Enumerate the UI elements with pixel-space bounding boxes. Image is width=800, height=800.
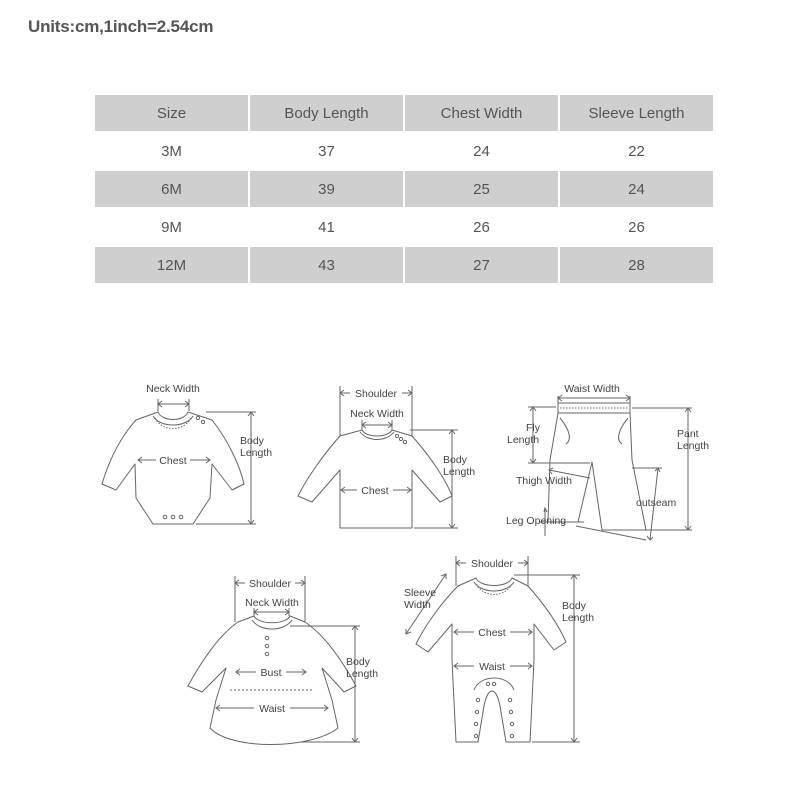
label-fly-length-2: Length bbox=[507, 434, 540, 446]
label-leg-opening: Leg Opening bbox=[506, 515, 567, 527]
label-shoulder: Shoulder bbox=[248, 578, 292, 590]
cell-body-length: 37 bbox=[250, 133, 403, 169]
label-fly-length-1: Fly bbox=[526, 422, 540, 434]
cell-sleeve-length: 26 bbox=[560, 209, 713, 245]
label-neck-width: Neck Width bbox=[350, 408, 404, 420]
label-chest: Chest bbox=[159, 455, 187, 467]
cell-sleeve-length: 24 bbox=[560, 171, 713, 207]
cell-body-length: 41 bbox=[250, 209, 403, 245]
label-neck-width: Neck Width bbox=[146, 383, 200, 395]
label-waist: Waist bbox=[259, 703, 285, 715]
header-body-length: Body Length bbox=[250, 95, 403, 131]
units-note: Units:cm,1inch=2.54cm bbox=[28, 17, 214, 36]
label-shoulder: Shoulder bbox=[470, 558, 514, 570]
label-body-length-1: Body bbox=[346, 656, 370, 668]
shirt-outline bbox=[298, 430, 452, 528]
label-waist-width: Waist Width bbox=[564, 383, 620, 395]
dress-diagram bbox=[188, 576, 378, 745]
label-body-length-2: Length bbox=[240, 447, 273, 459]
header-chest-width: Chest Width bbox=[405, 95, 558, 131]
pants-outline bbox=[548, 413, 646, 530]
cell-size: 12M bbox=[95, 247, 248, 283]
cell-sleeve-length: 28 bbox=[560, 247, 713, 283]
label-pant-length-2: Length bbox=[677, 440, 710, 452]
cell-size: 9M bbox=[95, 209, 248, 245]
label-pant-length-1: Pant bbox=[677, 428, 699, 440]
cell-sleeve-length: 22 bbox=[560, 133, 713, 169]
label-body-length-1: Body bbox=[240, 435, 264, 447]
cell-body-length: 39 bbox=[250, 171, 403, 207]
label-neck-width: Neck Width bbox=[245, 597, 299, 609]
cell-chest-width: 25 bbox=[405, 171, 558, 207]
shirt-diagram bbox=[298, 386, 475, 528]
label-thigh-width: Thigh Width bbox=[516, 475, 573, 487]
cell-chest-width: 26 bbox=[405, 209, 558, 245]
label-body-length-1: Body bbox=[443, 454, 467, 466]
header-size: Size bbox=[95, 95, 248, 131]
label-outseam: outseam bbox=[636, 497, 677, 509]
header-sleeve-length: Sleeve Length bbox=[560, 95, 713, 131]
label-body-length-1: Body bbox=[562, 600, 586, 612]
label-sleeve-width-1: Sleeve bbox=[404, 587, 437, 599]
cell-body-length: 43 bbox=[250, 247, 403, 283]
label-body-length-2: Length bbox=[346, 668, 379, 680]
cell-chest-width: 24 bbox=[405, 133, 558, 169]
cell-chest-width: 27 bbox=[405, 247, 558, 283]
label-chest: Chest bbox=[478, 627, 506, 639]
label-sleeve-width-2: Width bbox=[404, 599, 431, 611]
label-body-length-2: Length bbox=[443, 466, 476, 478]
romper-diagram bbox=[404, 556, 594, 742]
pants-diagram bbox=[506, 383, 709, 540]
label-waist: Waist bbox=[479, 661, 505, 673]
cell-size: 6M bbox=[95, 171, 248, 207]
label-shoulder: Shoulder bbox=[354, 388, 398, 400]
label-chest: Chest bbox=[361, 485, 389, 497]
label-body-length-2: Length bbox=[562, 612, 595, 624]
dress-collar bbox=[252, 620, 292, 629]
romper-outline bbox=[416, 578, 566, 742]
dress-outline bbox=[188, 616, 356, 745]
cell-size: 3M bbox=[95, 133, 248, 169]
bodysuit-diagram bbox=[102, 383, 272, 524]
label-bust: Bust bbox=[260, 667, 282, 679]
